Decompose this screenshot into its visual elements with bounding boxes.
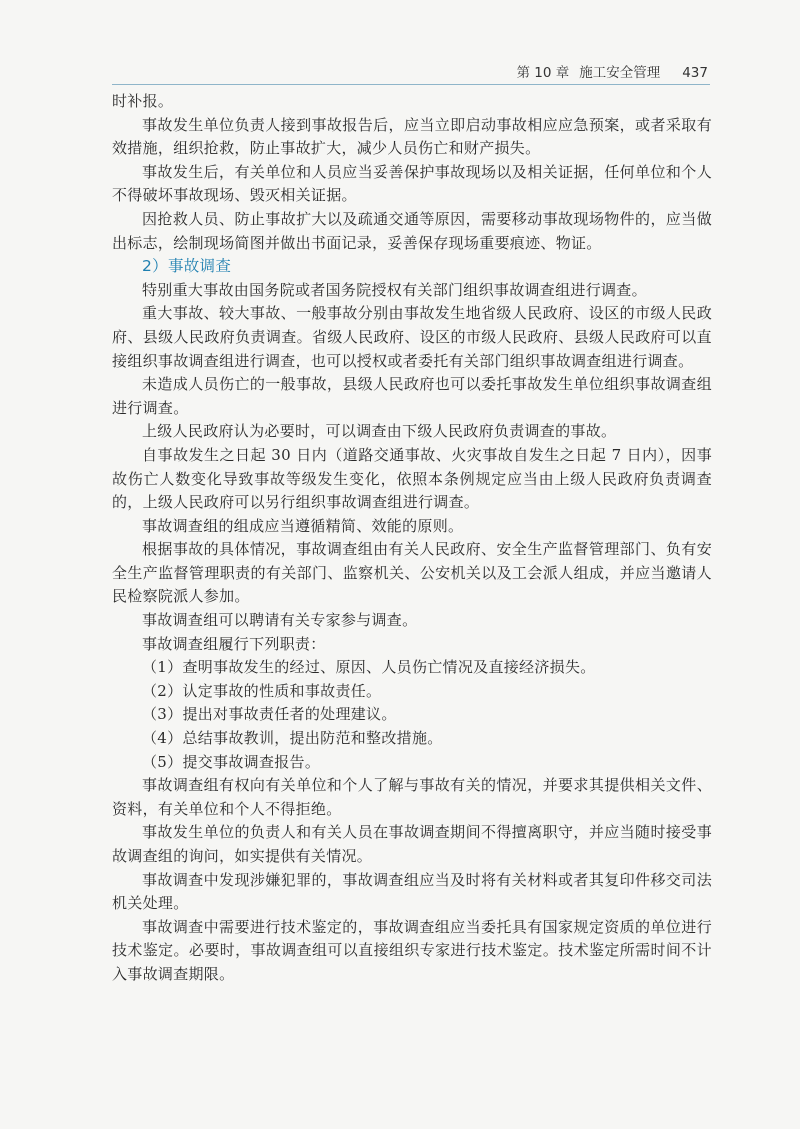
page-number: 437	[682, 65, 708, 81]
paragraph: 未造成人员伤亡的一般事故，县级人民政府也可以委托事故发生单位组织事故调查组进行调查。	[112, 375, 712, 417]
paragraph: 时补报。	[112, 92, 174, 110]
paragraph: 事故调查中需要进行技术鉴定的，事故调查组应当委托具有国家规定资质的单位进行技术鉴定。必要时，事故调查组可以直接组织专家进行技术鉴定。技术鉴定所需时间不计入事故调查期限。	[112, 917, 712, 983]
duty-item: （2）认定事故的性质和事故责任。	[142, 681, 382, 700]
paragraph: 事故调查组有权向有关单位和个人了解与事故有关的情况，并要求其提供相关文件、资料，有关单位和个人不得拒绝。	[112, 776, 712, 818]
paragraph: 事故调查中发现涉嫌犯罪的，事故调查组应当及时将有关材料或者其复印件移交司法机关处理。	[112, 870, 712, 913]
paragraph: 特别重大事故由国务院或者国务院授权有关部门组织事故调查组进行调查。	[142, 280, 647, 299]
chapter-number: 第 10 章	[516, 65, 570, 81]
paragraph: 事故调查组可以聘请有关专家参与调查。	[142, 611, 418, 630]
body-text	[112, 90, 712, 987]
header-right	[516, 61, 708, 81]
paragraph: 因抢救人员、防止事故扩大以及疏通交通等原因，需要移动事故现场物件的，应当做出标志，绘制现场简图并做出书面记录，妥善保存现场重要痕迹、物证。	[112, 209, 712, 252]
paragraph: 事故调查组的组成应当遵循精简、效能的原则。	[142, 516, 464, 535]
paragraph: 自事故发生之日起 30 日内（道路交通事故、火灾事故自发生之日起 7 日内），因事故伤亡人数变化导致事故等级发生变化，依照本条例规定应当由上级人民政府负责调查的，上级人民政府可以另行组织事故调查组进行调查。	[112, 445, 712, 512]
chapter-title: 施工安全管理	[579, 65, 661, 81]
paragraph: 事故发生后，有关单位和人员应当妥善保护事故现场以及相关证据，任何单位和个人不得破坏事故现场、毁灭相关证据。	[112, 162, 712, 205]
section-heading: 2）事故调查	[142, 257, 232, 276]
paragraph: 事故发生单位负责人接到事故报告后，应当立即启动事故相应应急预案，或者采取有效措施，组织抢救，防止事故扩大，减少人员伤亡和财产损失。	[112, 115, 712, 158]
paragraph: 上级人民政府认为必要时，可以调查由下级人民政府负责调查的事故。	[142, 422, 617, 441]
paragraph: 事故发生单位的负责人和有关人员在事故调查期间不得擅离职守，并应当随时接受事故调查组的询问，如实提供有关情况。	[112, 823, 712, 865]
running-header	[112, 60, 710, 85]
duty-item: （4）总结事故教训，提出防范和整改措施。	[142, 729, 443, 748]
paragraph: 事故调查组履行下列职责：	[142, 634, 326, 653]
duty-item: （5）提交事故调查报告。	[142, 752, 321, 771]
duty-item: （3）提出对事故责任者的处理建议。	[142, 705, 397, 724]
paragraph: 重大事故、较大事故、一般事故分别由事故发生地省级人民政府、设区的市级人民政府、县级人民政府负责调查。省级人民政府、设区的市级人民政府、县级人民政府可以直接组织事故调查组进行调查，也可以授权或者委托有关部门组织事故调查组进行调查。	[112, 304, 712, 370]
duty-item: （1）查明事故发生的经过、原因、人员伤亡情况及直接经济损失。	[142, 658, 596, 677]
paragraph: 根据事故的具体情况，事故调查组由有关人民政府、安全生产监督管理部门、负有安全生产监督管理职责的有关部门、监察机关、公安机关以及工会派人组成，并应当邀请人民检察院派人参加。	[112, 540, 712, 606]
